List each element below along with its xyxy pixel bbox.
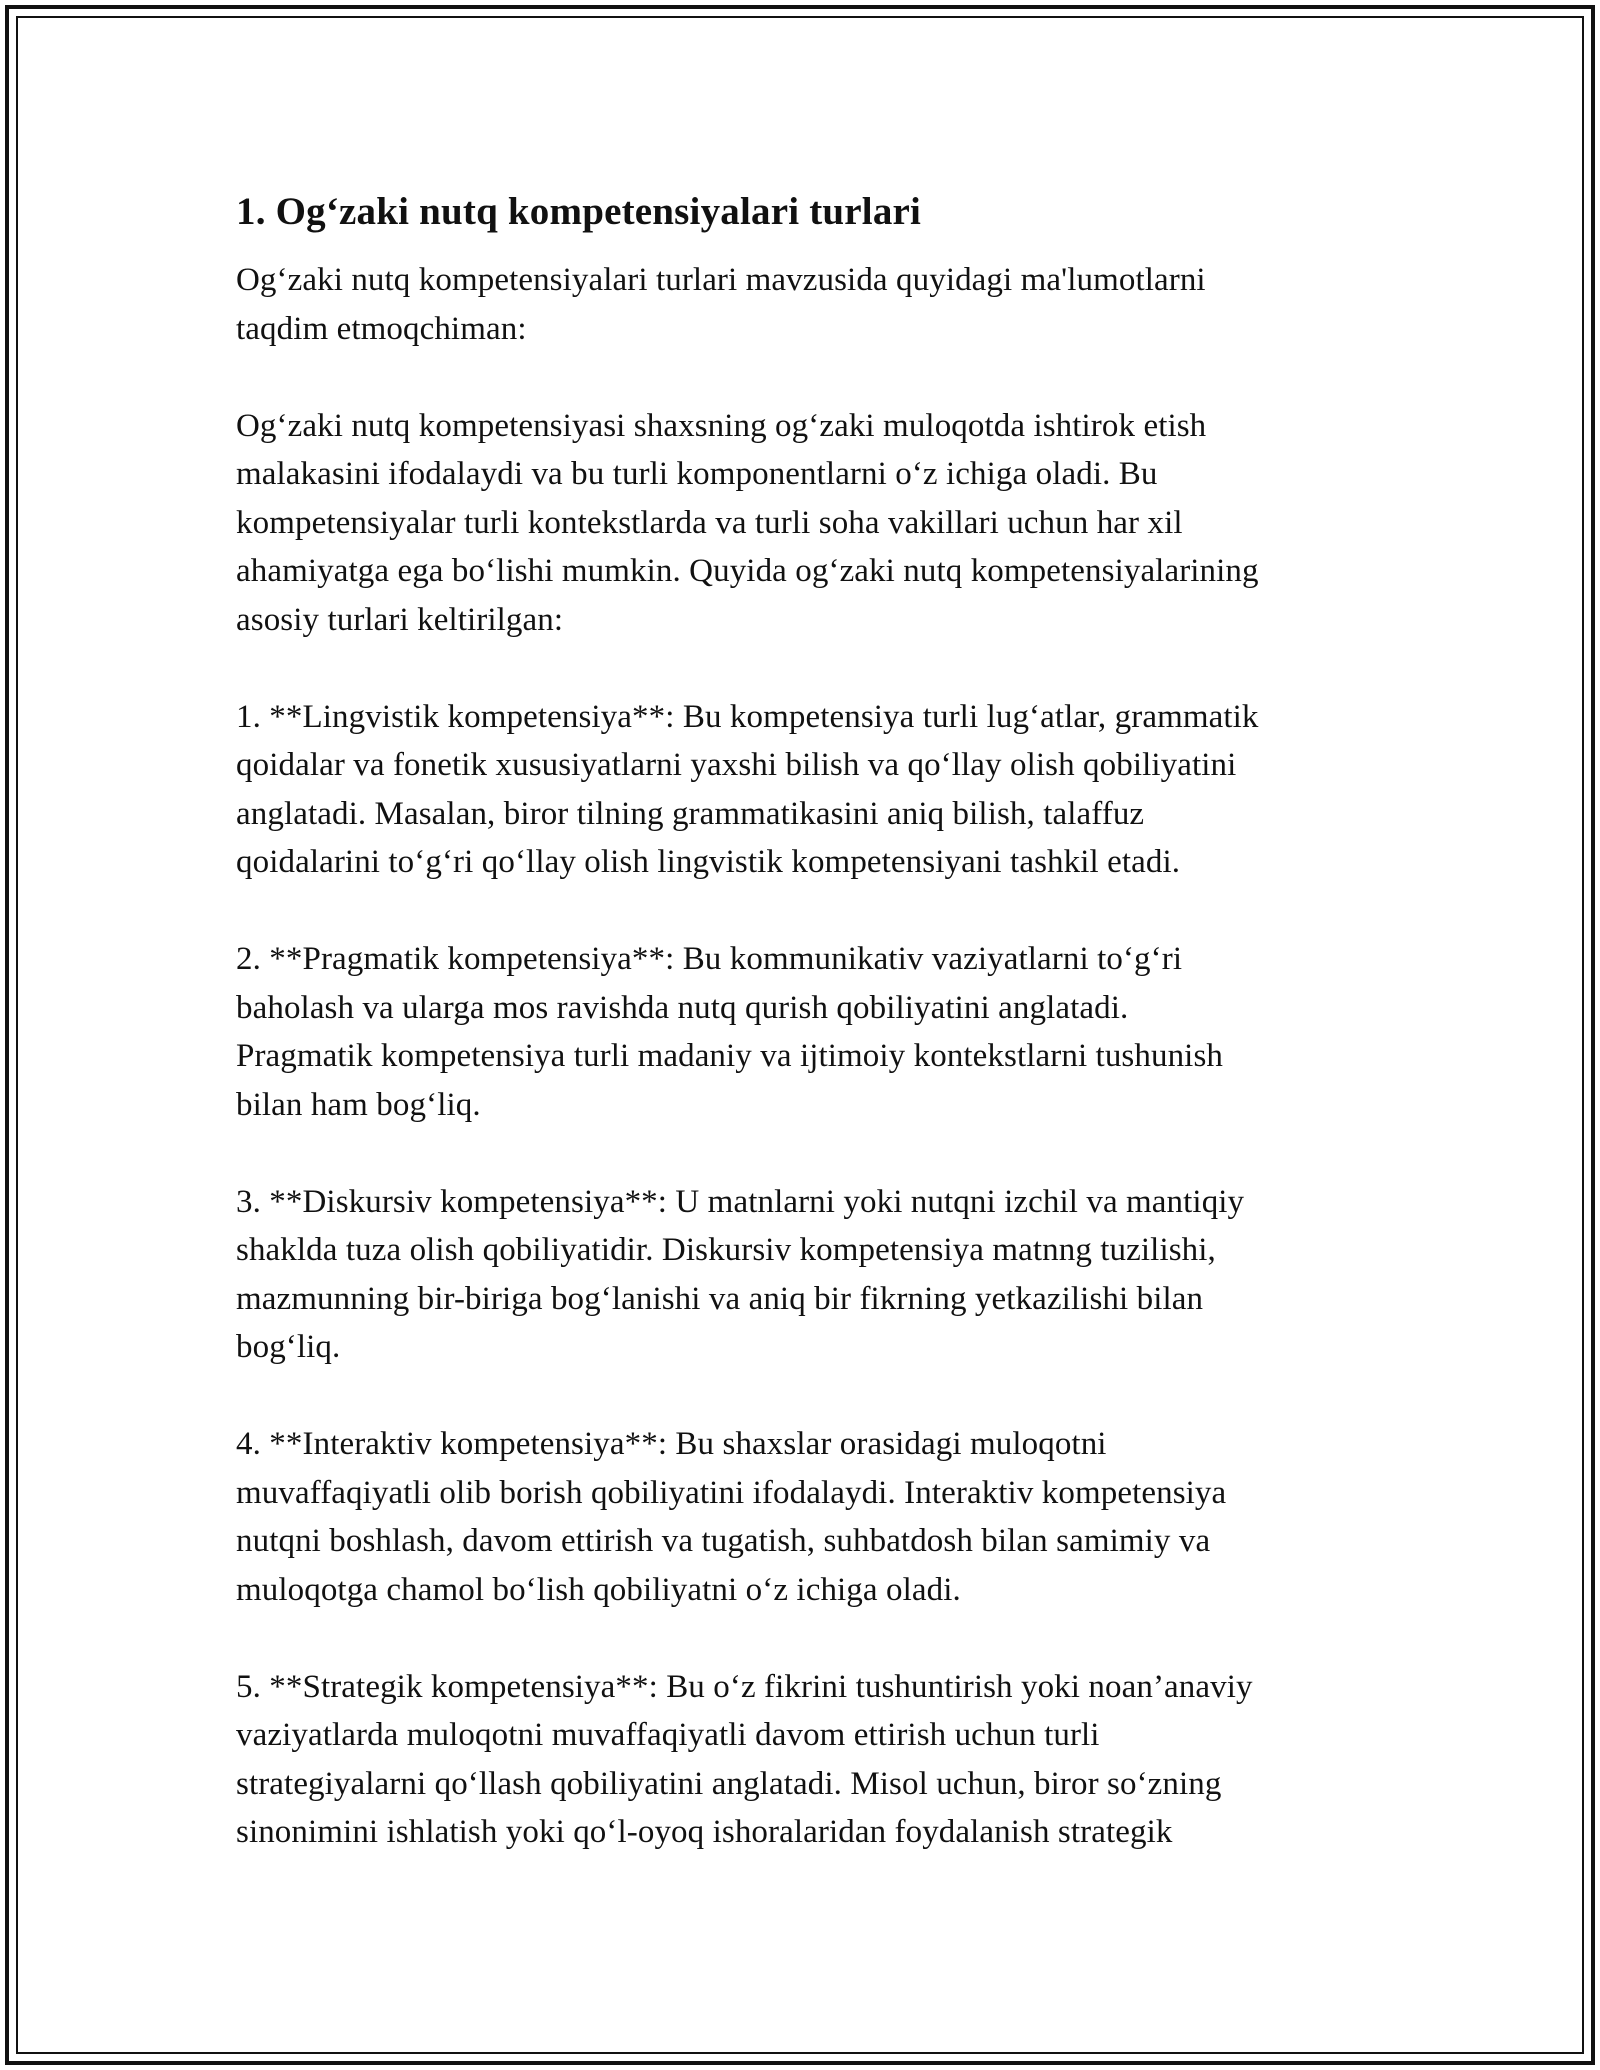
document-body	[236, 186, 1396, 1905]
document-title: 1. Og‘zaki nutq kompetensiyalari turlari	[236, 190, 922, 233]
intro-paragraph: Og‘zaki nutq kompetensiyalari turlari mavzusida quyidagi ma'lumotlarni taqdim etmoqchiman:	[236, 262, 1206, 347]
overview-paragraph: Og‘zaki nutq kompetensiyasi shaxsning og‘zaki muloqotda ishtirok etish malakasini ifodalaydi va bu turli komponentlarni o‘z ichiga oladi. Bu kompetensiyalar turli kontekstlarda va turli soha vakillari uchun har xil ahamiyatga ega bo‘lishi mumkin. Quyida og‘zaki nutq kompetensiyalarining asosiy turlari keltirilgan:	[236, 407, 1259, 638]
list-item-strategik: 5. **Strategik kompetensiya**: Bu o‘z fikrini tushuntirish yoki noan’anaviy vaziyatlarda muloqotni muvaffaqiyatli davom ettirish uchun turli strategiyalarni qo‘llash qobiliyatini anglatadi. Misol uchun, biror so‘zning sinonimini ishlatish yoki qo‘l-oyoq ishoralaridan foydalanish strategik	[236, 1668, 1253, 1850]
list-item-lingvistik: 1. **Lingvistik kompetensiya**: Bu kompetensiya turli lug‘atlar, grammatik qoidalar va fonetik xususiyatlarni yaxshi bilish va qo‘llay olish qobiliyatini anglatadi. Masalan, biror tilning grammatikasini aniq bilish, talaffuz qoidalarini to‘g‘ri qo‘llay olish lingvistik kompetensiyani tashkil etadi.	[236, 698, 1259, 880]
list-item-pragmatik: 2. **Pragmatik kompetensiya**: Bu kommunikativ vaziyatlarni to‘g‘ri baholash va ularga mos ravishda nutq qurish qobiliyatini anglatadi. Pragmatik kompetensiya turli madaniy va ijtimoiy kontekstlarni tushunish bilan ham bog‘liq.	[236, 941, 1223, 1123]
list-item-interaktiv: 4. **Interaktiv kompetensiya**: Bu shaxslar orasidagi muloqotni muvaffaqiyatli olib borish qobiliyatini ifodalaydi. Interaktiv kompetensiya nutqni boshlash, davom ettirish va tugatish, suhbatdosh bilan samimiy va muloqotga chamol bo‘lish qobiliyatni o‘z ichiga oladi.	[236, 1426, 1227, 1608]
list-item-diskursiv: 3. **Diskursiv kompetensiya**: U matnlarni yoki nutqni izchil va mantiqiy shaklda tuza olish qobiliyatidir. Diskursiv kompetensiya matnng tuzilishi, mazmunning bir-biriga bog‘lanishi va aniq bir fikrning yetkazilishi bilan bog‘liq.	[236, 1183, 1245, 1365]
